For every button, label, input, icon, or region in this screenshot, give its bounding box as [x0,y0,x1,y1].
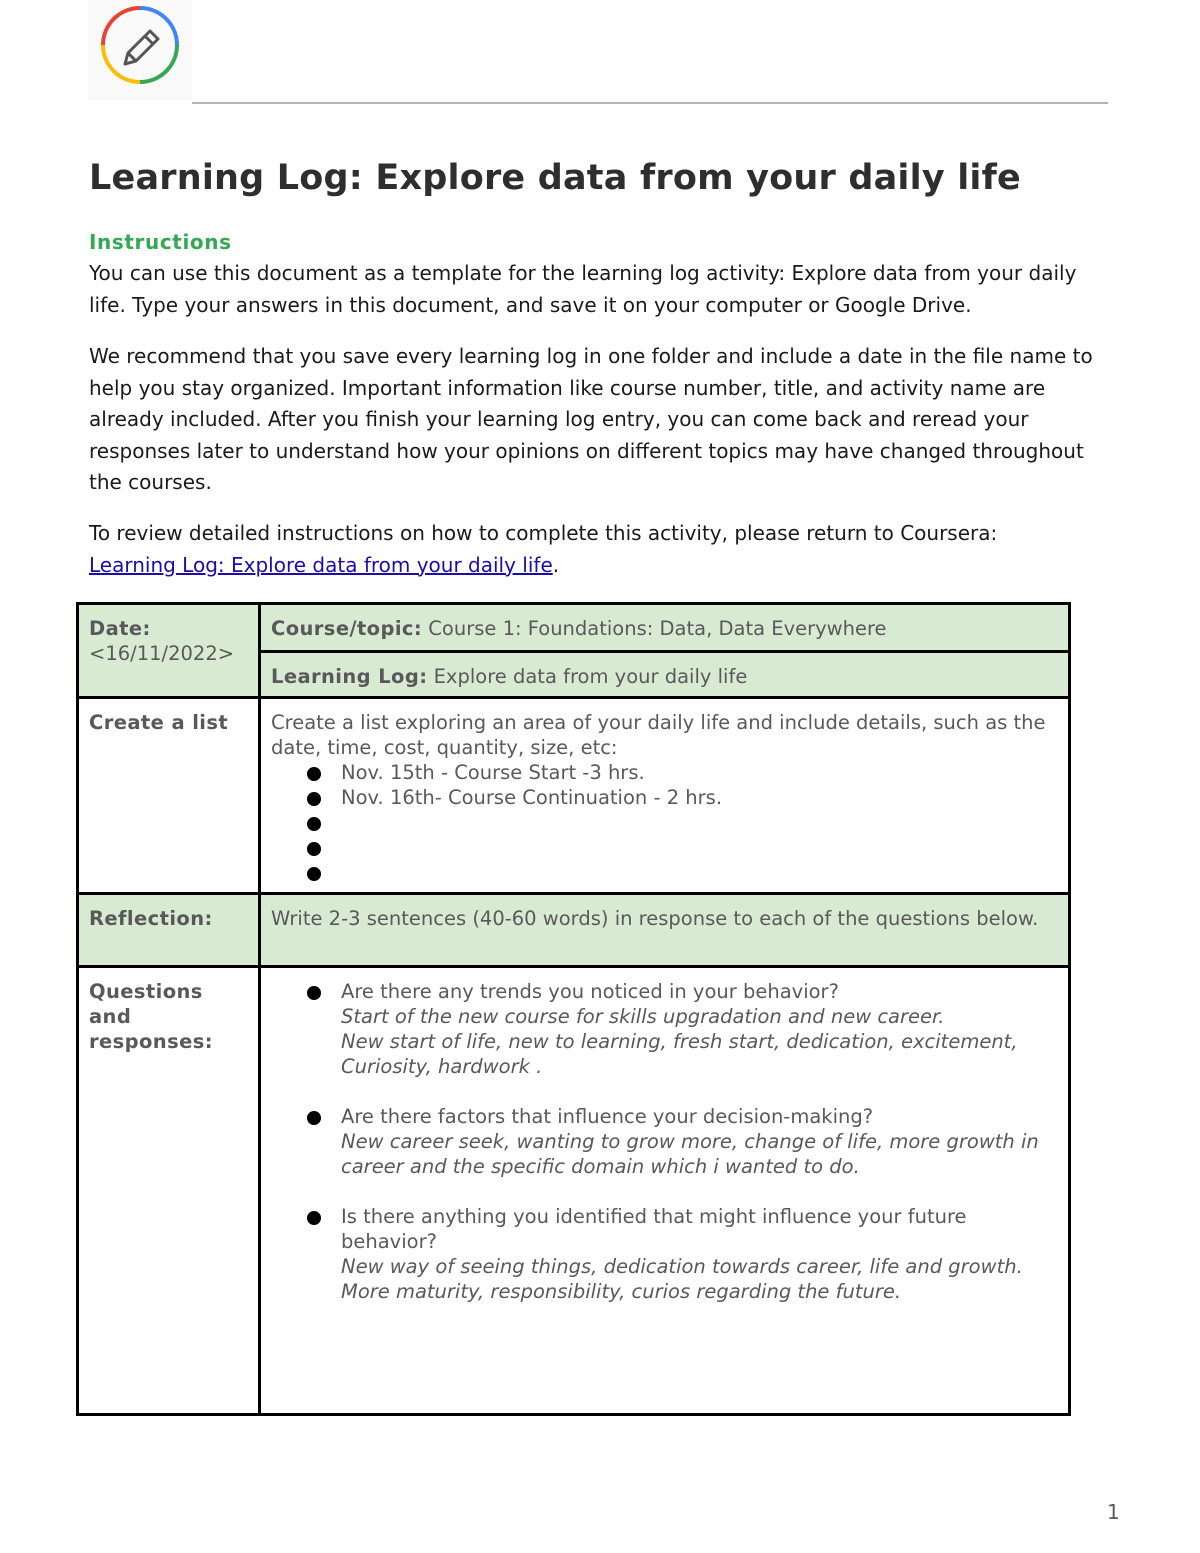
questions-cell[interactable] [260,967,1070,1415]
page-title: Learning Log: Explore data from your daily life [89,158,1021,198]
course-label: Course/topic: [271,617,423,640]
instructions-paragraph-2: We recommend that you save every learning log in one folder and include a date in the file name to help you stay organized. Important information like course number, title, and activity name are already included. After you finish your learning log entry, you can come back and reread your responses later to understand how your opinions on different topics may have changed throughout the courses. [89,344,1093,494]
learning-log-cell [260,652,1070,698]
create-list-instructions: Create a list exploring an area of your daily life and include details, such as the date, time, cost, quantity, size, etc: [271,711,1046,759]
daily-life-list [271,760,1058,885]
list-item[interactable] [341,810,1058,835]
response-line[interactable]: More maturity, responsibility, curios regarding the future. [341,1280,902,1303]
questions-label-cell [78,967,260,1415]
question-text: Is there anything you identified that might influence your future behavior? [341,1205,967,1253]
list-item[interactable] [341,835,1058,860]
date-cell [78,604,260,698]
list-item[interactable]: Nov. 15th - Course Start -3 hrs. [341,760,1058,785]
response-line[interactable]: Curiosity, hardwork . [341,1055,543,1078]
reflection-label: Reflection: [89,907,213,930]
list-item[interactable]: Nov. 16th- Course Continuation - 2 hrs. [341,785,1058,810]
course-value: Course 1: Foundations: Data, Data Everywhere [428,617,887,640]
question-text: Are there factors that influence your decision-making? [341,1105,874,1128]
instructions-period: . [552,552,560,577]
date-value[interactable]: <16/11/2022> [89,642,235,665]
list-item[interactable] [341,860,1058,885]
create-list-cell[interactable] [260,698,1070,894]
response-line[interactable]: New career seek, wanting to grow more, change of life, more growth in career and the specific domain which i wanted to do. [341,1130,1039,1178]
response-line[interactable]: New way of seeing things, dedication towards career, life and growth. [341,1255,1023,1278]
date-label: Date: [89,617,151,640]
response-line[interactable]: Start of the new course for skills upgradation and new career. [341,1005,945,1028]
logo [88,0,192,100]
instructions-paragraph-1: You can use this document as a template for the learning log activity: Explore data from your daily life. Type your answers in this document, and save it on your computer or Google Drive. [89,261,1077,317]
response-line[interactable]: New start of life, new to learning, fresh start, dedication, excitement, [341,1030,1018,1053]
instructions-heading: Instructions [89,230,232,254]
header-divider [192,102,1108,104]
pencil-icon [100,4,180,86]
question-text: Are there any trends you noticed in your behavior? [341,980,839,1003]
create-list-label: Create a list [89,711,229,734]
page-number: 1 [1107,1500,1120,1524]
instructions-paragraph-3 [89,518,1119,581]
reflection-instructions: Write 2-3 sentences (40-60 words) in response to each of the questions below. [271,907,1039,930]
questions-list [271,979,1058,1304]
question-item [341,1104,1058,1179]
course-cell [260,604,1070,652]
learning-log-label: Learning Log: [271,665,428,688]
question-item [341,1204,1058,1304]
question-item [341,979,1058,1079]
coursera-activity-link[interactable]: Learning Log: Explore data from your daily life [89,552,553,577]
learning-log-table [76,602,1071,1416]
reflection-cell [260,894,1070,967]
reflection-label-cell [78,894,260,967]
instructions-text: To review detailed instructions on how to complete this activity, please return to Coursera: [89,521,998,545]
create-list-label-cell [78,698,260,894]
questions-label: Questions and responses: [89,980,213,1053]
learning-log-value: Explore data from your daily life [433,665,748,688]
